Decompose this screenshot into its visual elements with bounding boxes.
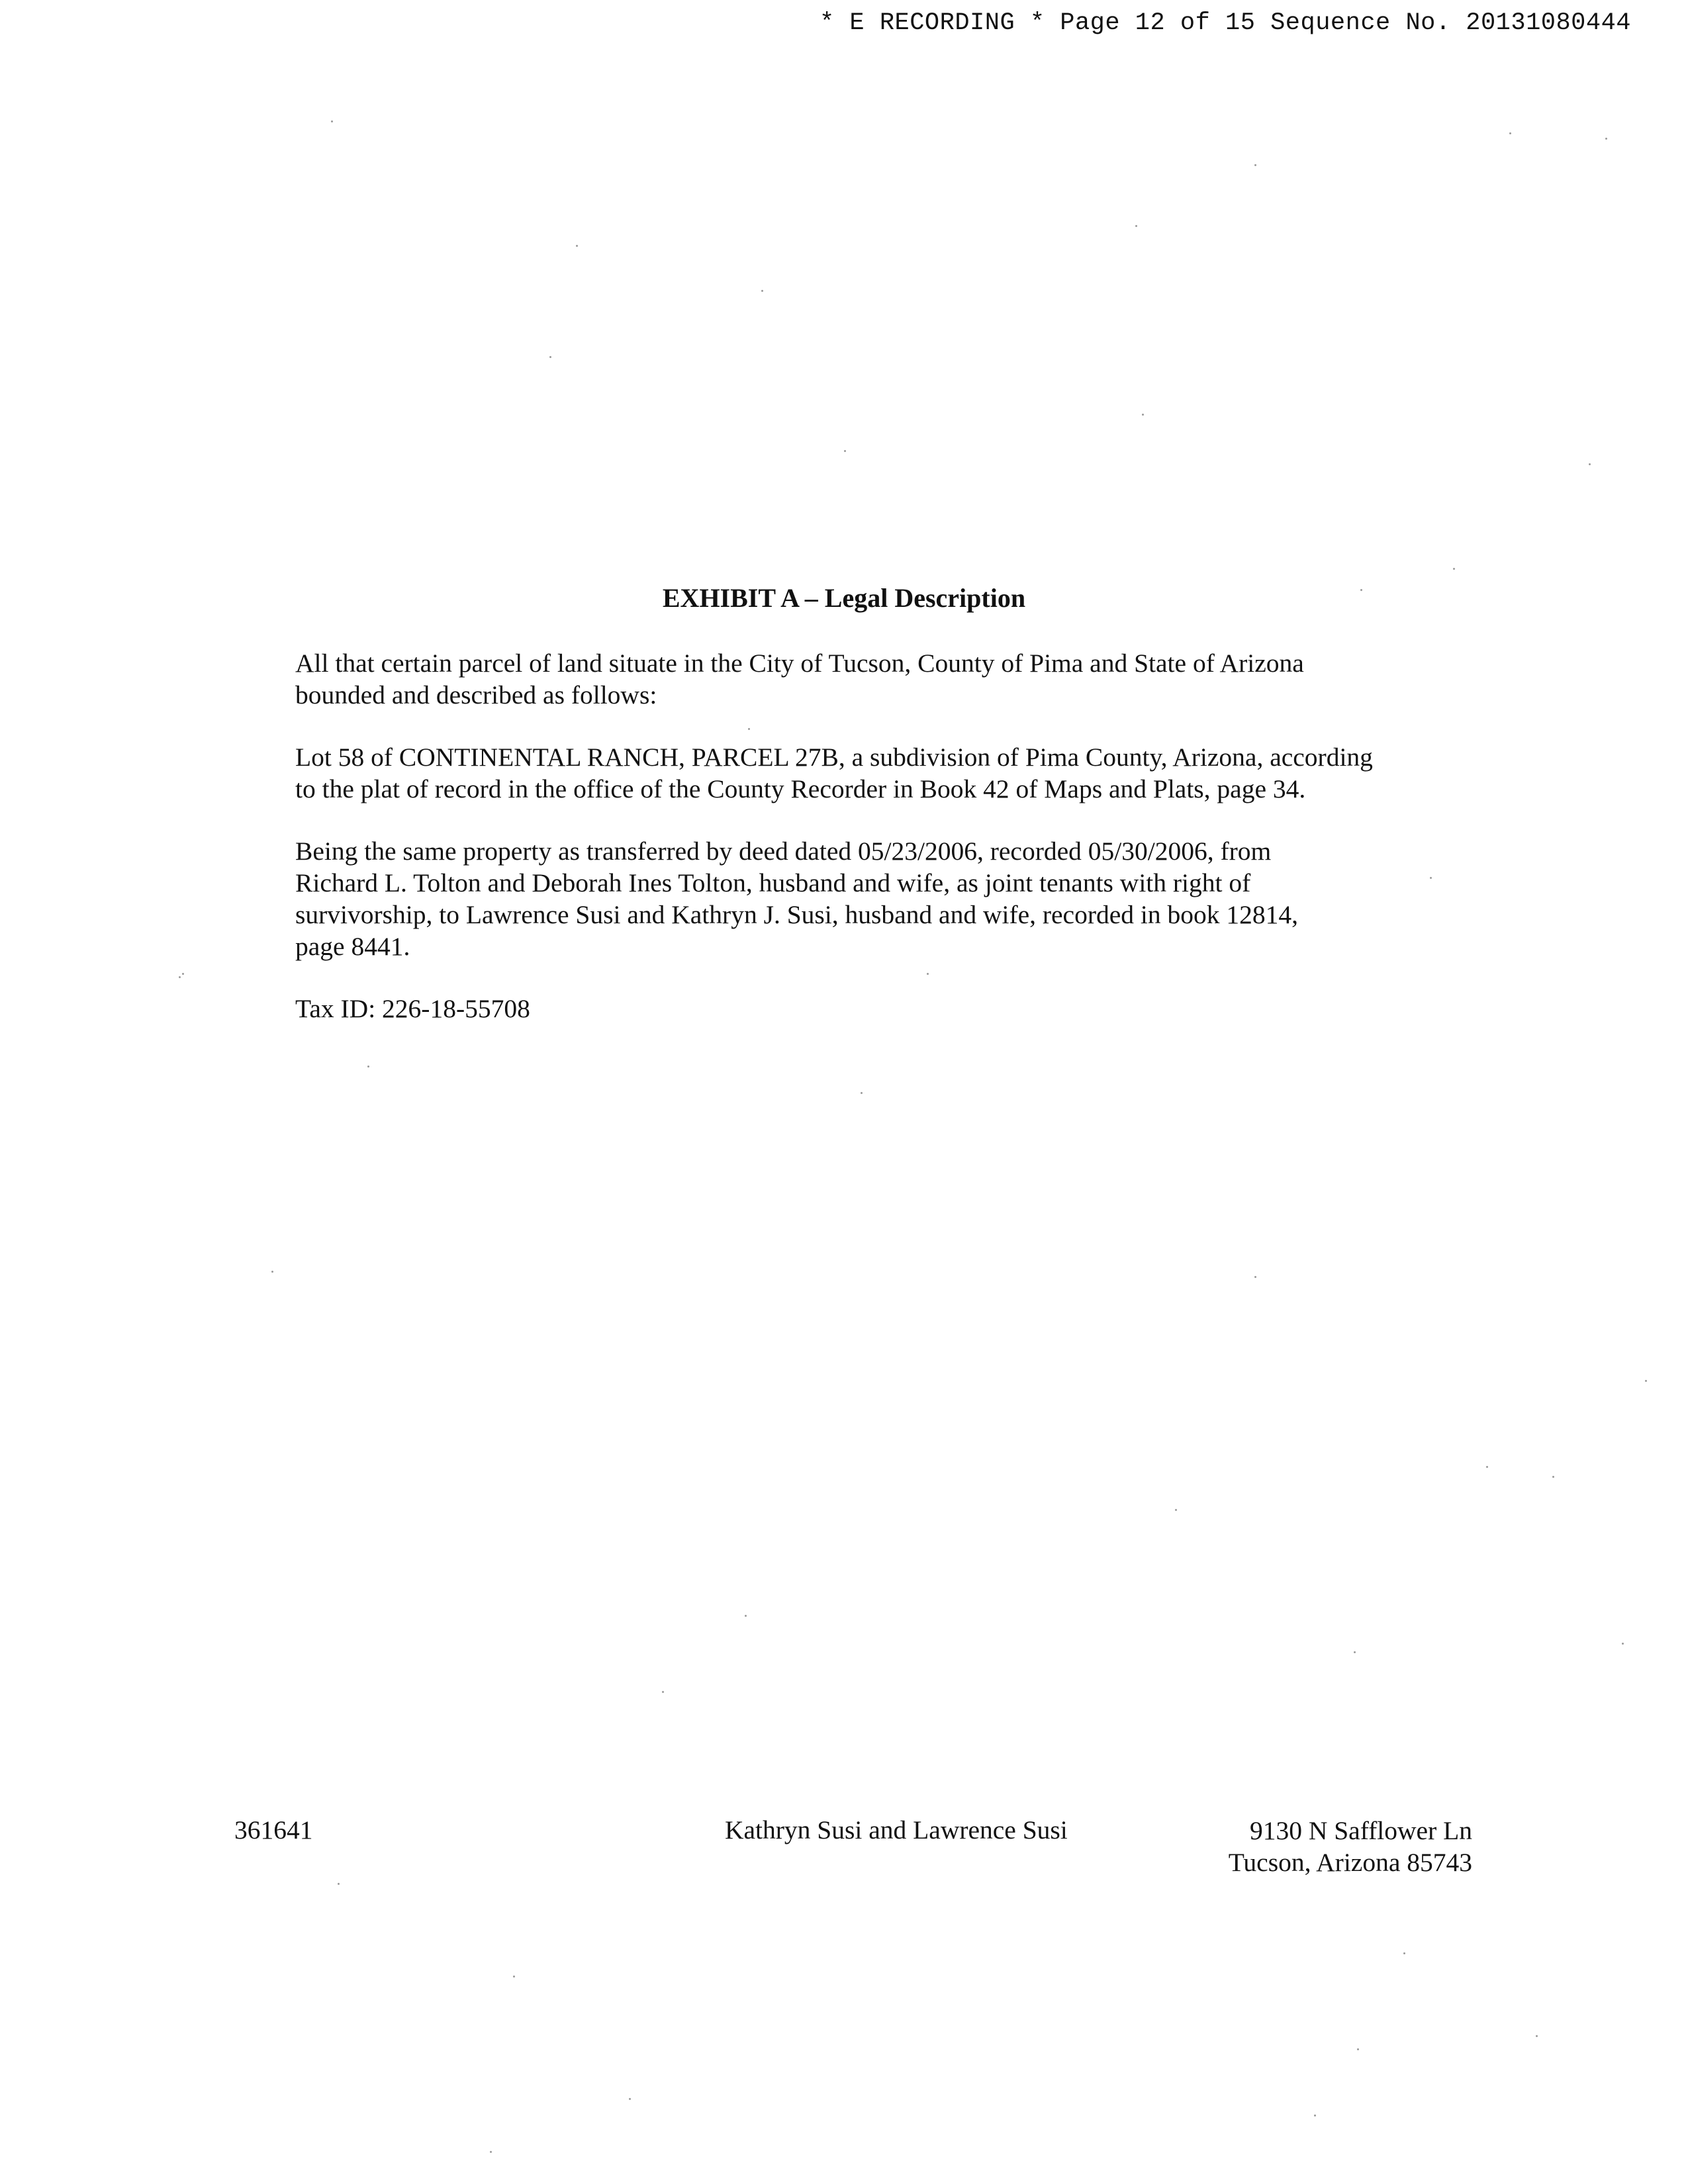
paragraph-line: Richard L. Tolton and Deborah Ines Tolton, husband and wife, as joint tenants with right of xyxy=(295,868,1251,897)
scan-speck xyxy=(1135,225,1137,227)
location-paragraph xyxy=(295,647,1460,711)
footer-address-line-2: Tucson, Arizona 85743 xyxy=(1228,1848,1472,1877)
paragraph-line: bounded and described as follows: xyxy=(295,680,657,709)
scan-speck xyxy=(549,356,551,358)
paragraph-line: survivorship, to Lawrence Susi and Kathryn J. Susi, husband and wife, recorded in book 12814, xyxy=(295,900,1299,929)
paragraph-line: All that certain parcel of land situate in the City of Tucson, County of Pima and State of Arizona xyxy=(295,649,1304,678)
scan-speck xyxy=(1509,132,1511,134)
scan-speck xyxy=(1453,568,1455,570)
scan-speck xyxy=(861,1092,863,1094)
scan-speck xyxy=(1360,589,1362,591)
scan-speck xyxy=(1486,1466,1488,1468)
scan-speck xyxy=(745,1615,747,1617)
scan-speck xyxy=(1645,1380,1647,1382)
footer-document-number: 361641 xyxy=(234,1815,313,1844)
tax-id xyxy=(295,993,1460,1024)
scan-speck xyxy=(927,973,929,975)
scan-speck xyxy=(490,2151,492,2153)
tax-id-text: Tax ID: 226-18-55708 xyxy=(295,994,530,1023)
scan-speck xyxy=(331,120,333,122)
lot-description-paragraph xyxy=(295,741,1460,805)
footer-address xyxy=(1229,1815,1472,1878)
exhibit-title: EXHIBIT A – Legal Description xyxy=(662,583,1026,613)
paragraph-line: to the plat of record in the office of the County Recorder in Book 42 of Maps and Plats, page 34. xyxy=(295,774,1306,803)
scan-speck xyxy=(271,1271,273,1273)
paragraph-line: page 8441. xyxy=(295,932,410,961)
scan-speck xyxy=(1142,414,1144,416)
paragraph-line: Being the same property as transferred by deed dated 05/23/2006, recorded 05/30/2006, from xyxy=(295,837,1272,866)
scan-speck xyxy=(1254,1276,1256,1278)
scan-speck xyxy=(1622,1643,1624,1645)
scan-speck xyxy=(182,973,184,975)
scan-speck xyxy=(179,976,181,978)
scan-speck xyxy=(1354,1651,1356,1653)
recording-stamp: * E RECORDING * Page 12 of 15 Sequence No. 20131080444 xyxy=(820,9,1631,37)
scan-speck xyxy=(367,1066,369,1068)
scan-speck xyxy=(1403,1952,1405,1954)
footer-address-line-1: 9130 N Safflower Ln xyxy=(1249,1816,1472,1845)
scan-speck xyxy=(1605,138,1607,140)
scan-speck xyxy=(761,290,763,292)
scan-speck xyxy=(844,450,846,452)
scan-speck xyxy=(338,1883,340,1885)
scan-speck xyxy=(748,728,750,730)
paragraph-line: Lot 58 of CONTINENTAL RANCH, PARCEL 27B, a subdivision of Pima County, Arizona, according xyxy=(295,743,1373,772)
deed-history-paragraph xyxy=(295,835,1460,962)
scan-speck xyxy=(1357,2048,1359,2050)
scan-speck xyxy=(1254,164,1256,166)
footer-owners: Kathryn Susi and Lawrence Susi xyxy=(725,1815,1068,1844)
scan-speck xyxy=(1430,877,1432,879)
scan-speck xyxy=(629,2098,631,2100)
scan-speck xyxy=(576,245,578,247)
scan-speck xyxy=(1589,463,1591,465)
scan-speck xyxy=(513,1976,515,1978)
scan-speck xyxy=(1314,2115,1316,2116)
scan-speck xyxy=(1175,1509,1177,1511)
scan-speck xyxy=(662,1691,664,1693)
scan-speck xyxy=(1552,1476,1554,1478)
scan-speck xyxy=(1536,2035,1538,2037)
